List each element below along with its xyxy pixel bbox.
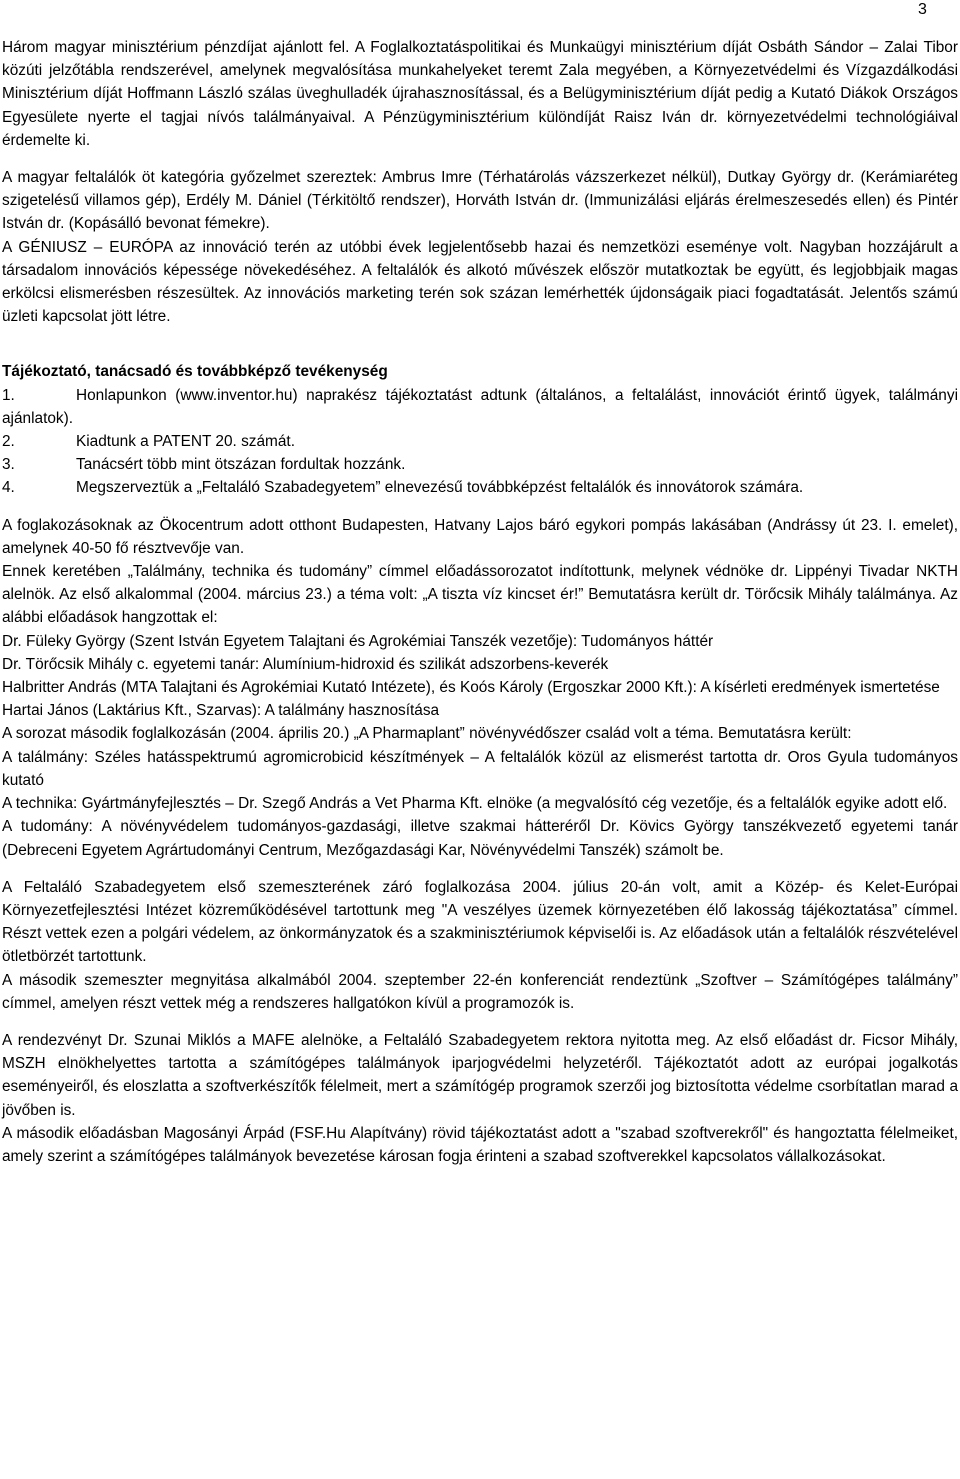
list-number: 4. <box>2 479 15 497</box>
paragraph-category-wins: A magyar feltalálók öt kategória győzelmet szereztek: Ambrus Imre (Térhatárolás vázszerkezet nélkül), Dutkay György dr. (Kerámiaréteg szigetelésű villamos gép), Erdély M. Dániel (Térkitöltő rendszer), Horváth István dr. (Immunizálási eljárás érelmeszesedés ellen) és Pintér István dr. (Kopásálló bevonat fémekre). <box>2 169 958 233</box>
section-heading: Tájékoztató, tanácsadó és továbbképző tevékenység <box>2 363 388 381</box>
paragraph-software-conference: A második szemeszter megnyitása alkalmából 2004. szeptember 22-én konferenciát rendeztünk „Szoftver – Számítógépes találmány” címmel, amelyen részt vettek még a rendszeres hallgatókon kívül a programozók is. <box>2 971 958 1012</box>
paragraph-lecture-torocsik: Dr. Törőcsik Mihály c. egyetemi tanár: Alumínium-hidroxid és szilikát adszorbens-keverék <box>2 655 609 673</box>
paragraph-science: A tudomány: A növényvédelem tudományos-gazdasági, illetve szakmai hátteréről Dr. Kövics György tanszékvezető egyetemi tanár (Debreceni Egyetem Agrártudományi Centrum, Mezőgazdasági Kar, Növényvédelmi Tanszék) számolt be. <box>2 818 958 859</box>
list-text: Kiadtunk a PATENT 20. számát. <box>76 433 295 451</box>
paragraph-invention: A találmány: Széles hatásspektrumú agromicrobicid készítmények – A feltalálók közül az elismerést tartotta dr. Oros Gyula tudományos kutató <box>2 748 958 789</box>
paragraph-closing-session: A Feltaláló Szabadegyetem első szemeszterének záró foglalkozása 2004. július 20-án volt, amit a Közép- és Kelet-Európai Környezetfejlesztési Intézet közreműködésével tartottunk meg "A veszélyes üzemek környezetében élő lakosság tájékoztatása” címmel. Részt vettek ezen a polgári védelem, az önkormányzatok és a szakminisztériumok képviselői is. Az előadások után a feltalálók részvételével ötletbörzét tartottunk. <box>2 878 958 966</box>
paragraph-lecture-fuleky: Dr. Füleky György (Szent István Egyetem Talajtani és Agrokémiai Tanszék vezetője): Tudományos háttér <box>2 632 714 650</box>
list-item <box>2 430 958 453</box>
list-text: Honlapunkon (www.inventor.hu) naprakész tájékoztatást adtunk (általános, a feltalálást, innovációt érintő ügyek, találmányi ajánlatok). <box>2 386 958 427</box>
paragraph-okocentrum: A foglakozásoknak az Ökocentrum adott otthont Budapesten, Hatvany Lajos báró egykori pompás lakásában (Andrássy út 23. I. emelet), amelynek 40-50 fő résztvevője van. <box>2 516 958 557</box>
paragraph-second-lecture: A második előadásban Magosányi Árpád (FSF.Hu Alapítvány) rövid tájékoztatást adott a "szabad szoftverekről" és hangoztatta félelmeiket, amely szerint a számítógépes találmányok bevezetése károsan fogja érinteni a szabad szoftverekkel kapcsolatos vállalkozásokat. <box>2 1124 958 1165</box>
page-number: 3 <box>918 1 927 18</box>
list-number: 1. <box>2 386 15 404</box>
paragraph-ministry-prizes: Három magyar minisztérium pénzdíjat ajánlott fel. A Foglalkoztatáspolitikai és Munkaügyi minisztérium díját Osbáth Sándor – Zalai Tibor közúti jelzőtábla rendszerével, amelynek megvalósítása munkahelyeket teremt Zala megyében, a Környezetvédelmi és Vízgazdálkodási Minisztérium díját Hoffmann László szálas üveghulladék újrahasznosítással, és a Belügyminisztérium díját pedig a Kutató Diákok Országos Egyesülete nyerte el tagjai nívós találmányaival. A Pénzügyminisztérium különdíját Raisz Iván dr. környezetvédelmi technológiáival érdemelte ki. <box>2 39 958 149</box>
paragraph-lecture-series: Ennek keretében „Találmány, technika és tudomány” címmel előadássorozatot indítottunk, melynek védnöke dr. Lippényi Tivadar NKTH alelnök. Az első alkalommal (2004. március 23.) a téma volt: „A tiszta víz kincset ér!” Bemutatásra került dr. Törőcsik Mihály találmánya. Az alábbi előadások hangzottak el: <box>2 563 958 627</box>
paragraph-second-session: A sorozat második foglalkozásán (2004. április 20.) „A Pharmaplant” növényvédőszer család volt a téma. Bemutatásra került: <box>2 725 852 743</box>
list-text: Tanácsért több mint ötszázan fordultak hozzánk. <box>76 456 406 474</box>
document-body <box>2 36 958 1168</box>
paragraph-lecture-halbritter: Halbritter András (MTA Talajtani és Agrokémiai Kutató Intézete), és Koós Károly (Ergoszkar 2000 Kft.): A kísérleti eredmények ismertetése <box>2 679 940 697</box>
paragraph-lecture-hartai: Hartai János (Laktárius Kft., Szarvas): A találmány hasznosítása <box>2 702 440 720</box>
list-item <box>2 476 958 499</box>
paragraph-genius-europe: A GÉNIUSZ – EURÓPA az innováció terén az utóbbi évek legjelentősebb hazai és nemzetközi eseménye volt. Nagyban hozzájárult a társadalom innovációs képessége növekedéséhez. A feltalálók és alkotó művészek először mutatkoztak be együtt, és legjobbjaik magas erkölcsi elismerésben részesültek. Az innovációs marketing terén sok százan lemérhették újdonságaik piaci fogadtatását. Jelentős számú üzleti kapcsolat jött létre. <box>2 238 958 326</box>
list-text: Megszerveztük a „Feltaláló Szabadegyetem” elnevezésű továbbképzést feltalálók és innovátorok számára. <box>76 479 804 497</box>
list-number: 3. <box>2 456 15 474</box>
paragraph-opening: A rendezvényt Dr. Szunai Miklós a MAFE alelnöke, a Feltaláló Szabadegyetem rektora nyitotta meg. Az első előadást dr. Ficsor Mihály, MSZH elnökhelyettes tartotta a számítógépes találmányok iparjogvédelmi helyzetéről. Tájékoztatót adott az európai jogalkotás eseményeiről, és eloszlatta a szoftverkészítők félelmeit, mert a számítógép programok szerzői jog biztosította védelme csorbítatlan marad a jövőben is. <box>2 1031 958 1119</box>
list-item <box>2 384 958 430</box>
list-number: 2. <box>2 433 15 451</box>
paragraph-technique: A technika: Gyártmányfejlesztés – Dr. Szegő András a Vet Pharma Kft. elnöke (a megvalósító cég vezetője, és a feltalálók egyike adott elő. <box>2 795 948 813</box>
list-item <box>2 453 958 476</box>
